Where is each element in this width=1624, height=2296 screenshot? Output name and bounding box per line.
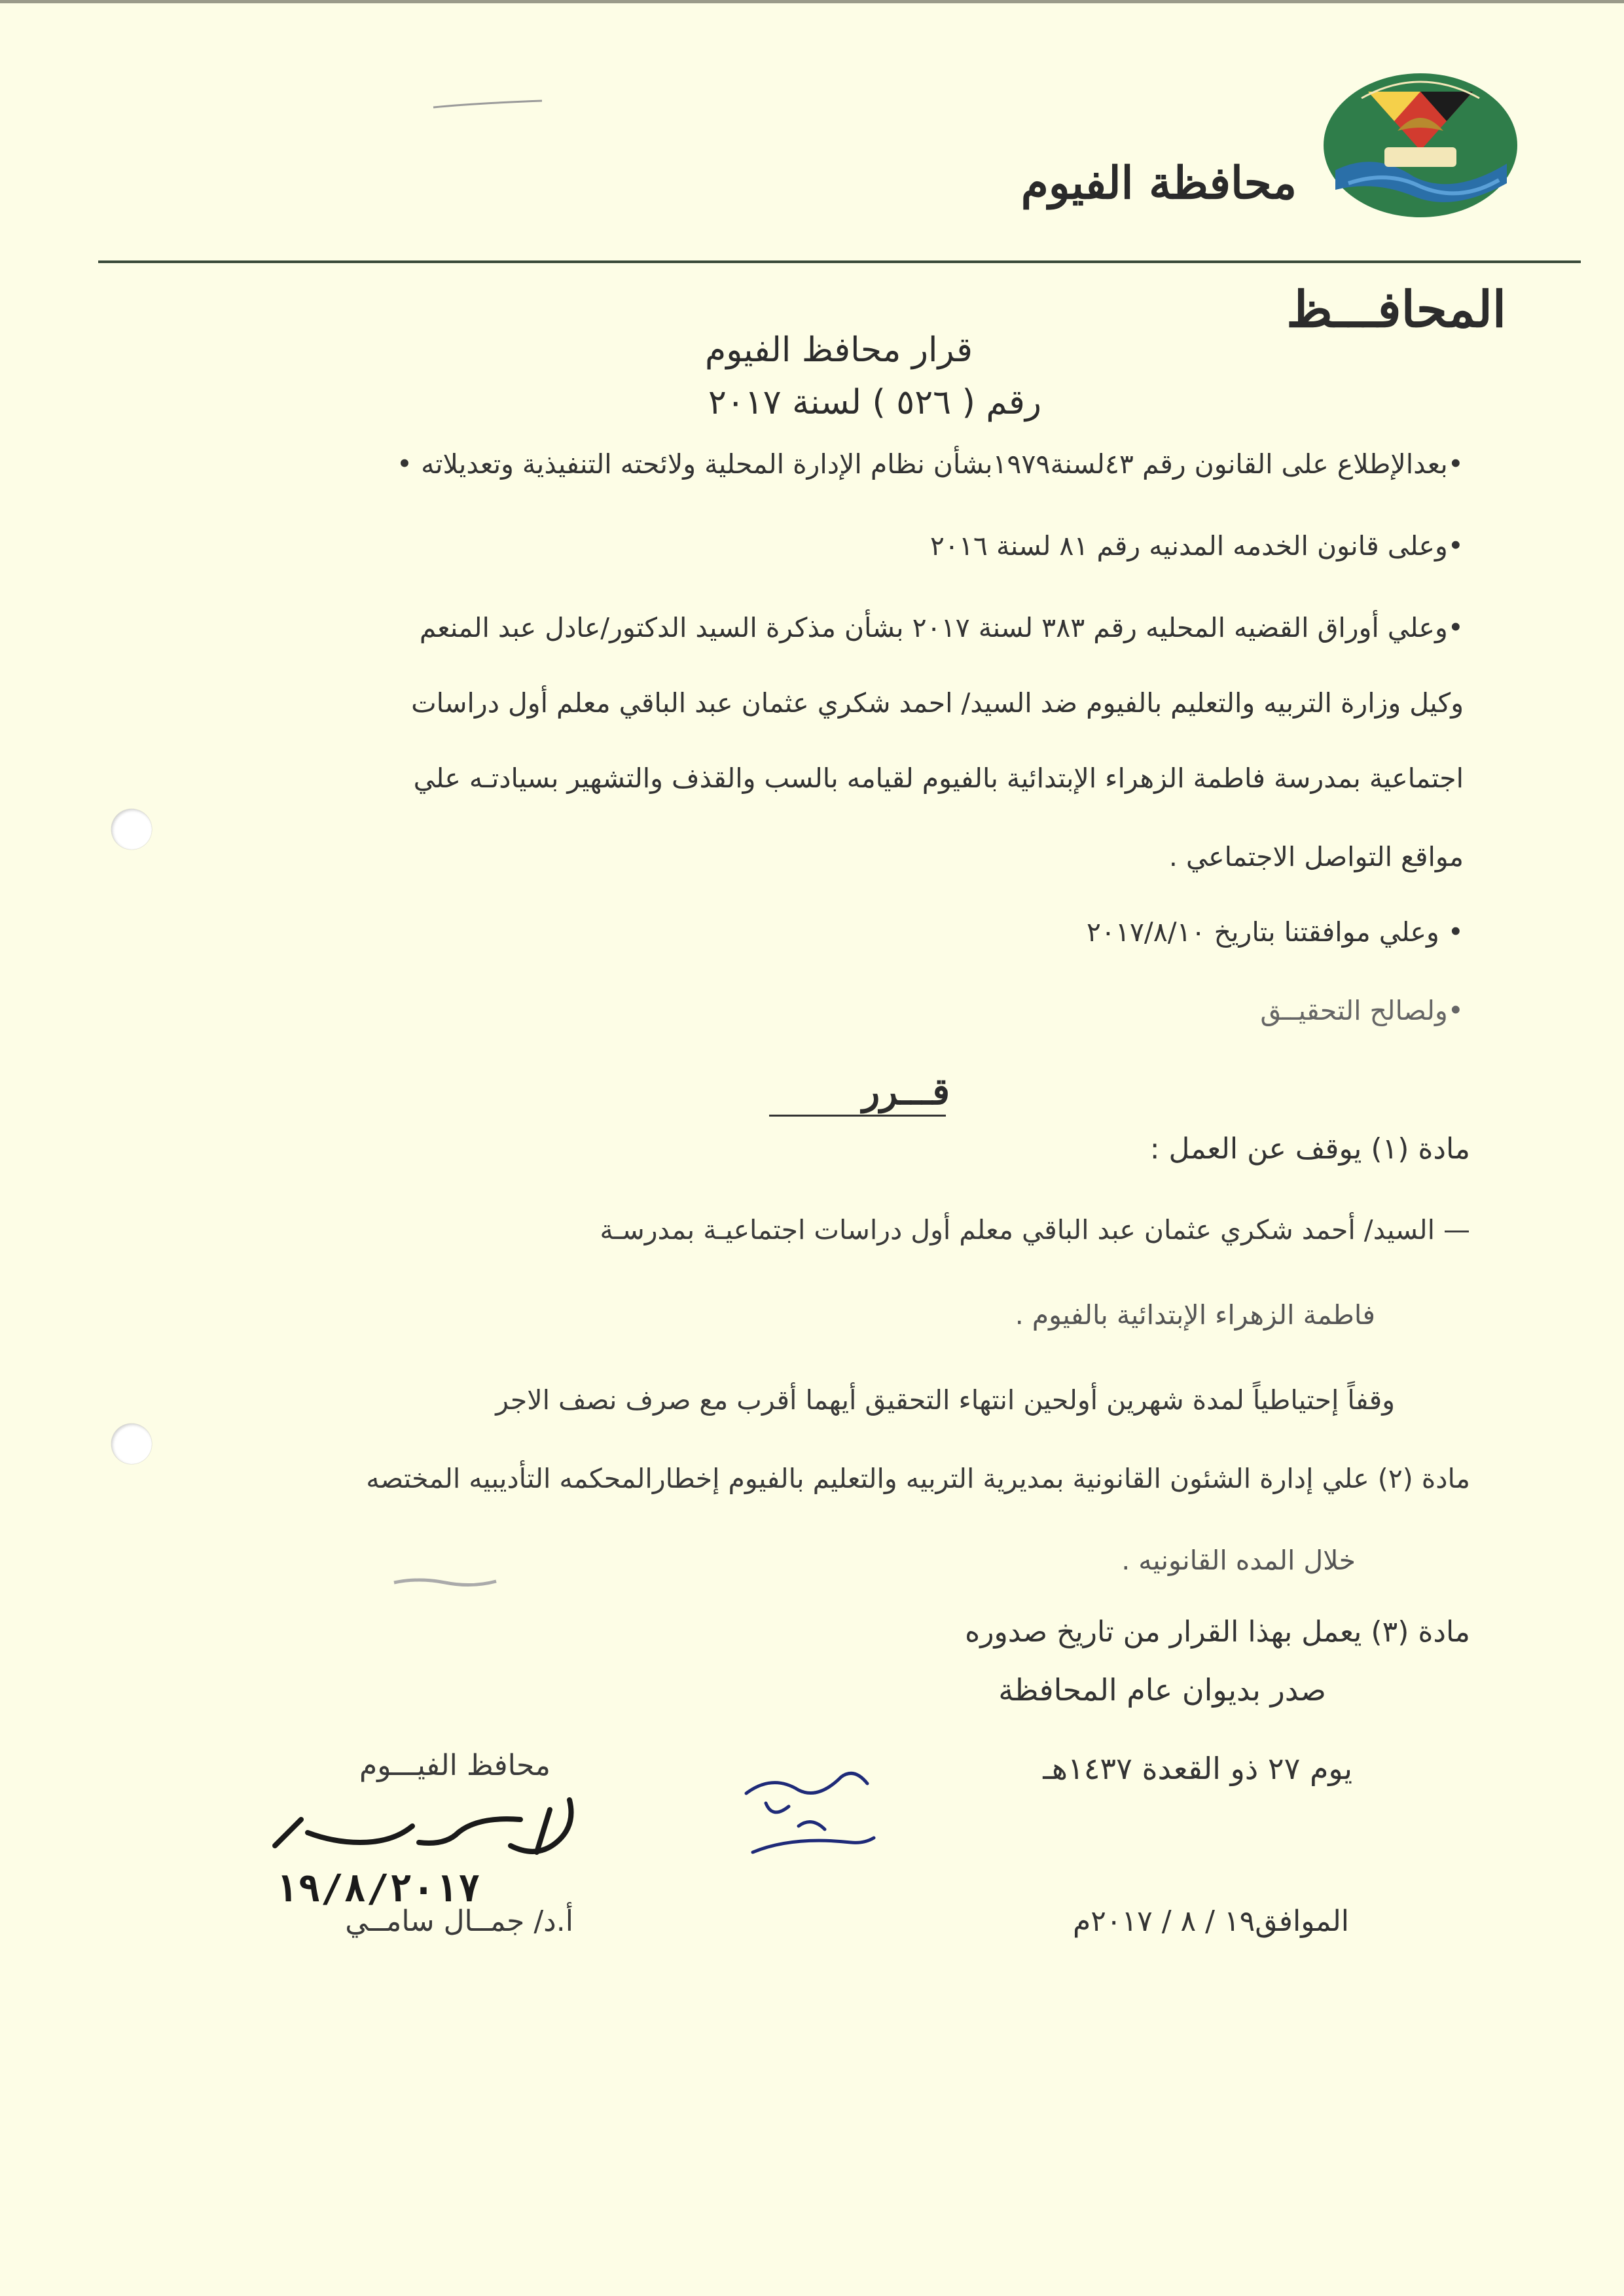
article-2-line: مادة (٢) علي إدارة الشئون القانونية بمديرية التربيه والتعليم بالفيوم إخطارالمحكمه التأديبيه المختصه [366, 1463, 1470, 1494]
governor-title: محافظ الفيـــوم [359, 1749, 550, 1782]
governorate-name: محافظة الفيوم [1020, 157, 1297, 209]
punch-hole [111, 809, 152, 850]
preamble-line: •بعدالإطلاع على القانون رقم ٤٣لسنة١٩٧٩بشأن نظام الإدارة المحلية ولائحته التنفيذية وتعديلاته • [396, 448, 1464, 480]
punch-hole [111, 1424, 152, 1464]
article-2-line: خلال المده القانونيه . [1121, 1545, 1356, 1576]
date-gregorian: الموافق١٩ / ٨ / ٢٠١٧م [1072, 1905, 1349, 1938]
decided-underline [769, 1115, 946, 1117]
article-1-line: وقفاً إحتياطياً لمدة شهرين أولحين انتهاء التحقيق أيهما أقرب مع صرف نصف الاجر [496, 1384, 1395, 1416]
article-3-line: مادة (٣) يعمل بهذا القرار من تاريخ صدوره [965, 1615, 1470, 1649]
governor-signature [262, 1780, 602, 1911]
date-hijri: يوم ٢٧ ذو القعدة ١٤٣٧هـ [1043, 1751, 1352, 1786]
article-1-line: — السيد/ أحمد شكري عثمان عبد الباقي معلم أول دراسات اجتماعيـة بمدرسـة [600, 1214, 1470, 1246]
pen-scribble [432, 98, 543, 111]
reviewer-initials [727, 1754, 884, 1865]
decree-number: رقم ( ٥٢٦ ) لسنة ٢٠١٧ [708, 383, 1041, 422]
preamble-line: •ولصالح التحقيــق [1260, 995, 1464, 1026]
preamble-line: •وعلي أوراق القضيه المحليه رقم ٣٨٣ لسنة ٢٠١٧ بشأن مذكرة السيد الدكتور/عادل عبد المنعم [419, 612, 1464, 643]
governorate-emblem-icon [1322, 72, 1519, 219]
faint-mark [393, 1576, 497, 1588]
preamble-line: •وعلى قانون الخدمه المدنيه رقم ٨١ لسنة ٢٠١٦ [929, 530, 1464, 562]
signature-date: ١٩/٨/٢٠١٧ [275, 1866, 481, 1910]
preamble-line: • وعلي موافقتنا بتاريخ ٢٠١٧/٨/١٠ [1086, 916, 1464, 948]
office-title: المحافـــظ [1286, 280, 1506, 338]
article-1-line: فاطمة الزهراء الإبتدائية بالفيوم . [1015, 1299, 1375, 1331]
preamble-line: اجتماعية بمدرسة فاطمة الزهراء الإبتدائية بالفيوم لقيامه بالسب والقذف والتشهير بسيادتـه علي [413, 762, 1464, 794]
governor-name: أ.د/ جمــال سامــي [345, 1905, 573, 1938]
decree-title: قرار محافظ الفيوم [705, 331, 973, 370]
decided-heading: قـــرر [862, 1070, 950, 1113]
scan-edge [0, 0, 1624, 3]
article-1-heading: مادة (١) يوقف عن العمل : [1149, 1132, 1470, 1166]
issued-at: صدر بديوان عام المحافظة [998, 1672, 1326, 1708]
preamble-line: مواقع التواصل الاجتماعي . [1168, 841, 1464, 872]
header-divider [98, 260, 1581, 263]
preamble-line: وكيل وزارة التربيه والتعليم بالفيوم ضد السيد/ احمد شكري عثمان عبد الباقي معلم أول دراسات [411, 687, 1464, 719]
